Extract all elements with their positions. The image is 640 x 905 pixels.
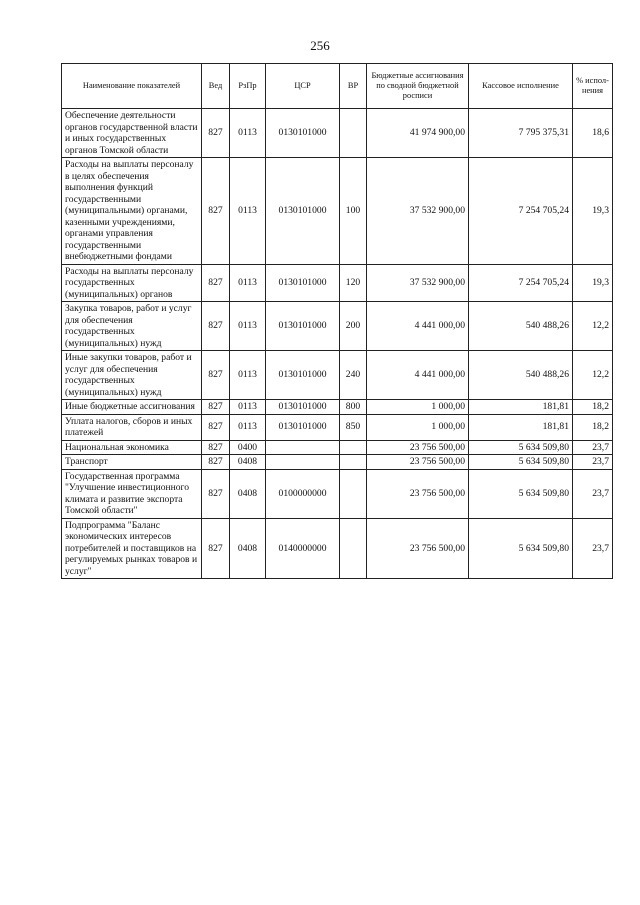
cell-percent: 18,2 <box>573 414 613 440</box>
cell-rzpr: 0113 <box>230 302 266 351</box>
cell-csr: 0130101000 <box>266 400 340 415</box>
header-csr: ЦСР <box>266 64 340 109</box>
cell-vr <box>340 109 367 158</box>
cell-rzpr: 0408 <box>230 469 266 518</box>
cell-cash: 181,81 <box>469 400 573 415</box>
cell-percent: 23,7 <box>573 518 613 579</box>
cell-name: Расходы на выплаты персоналу государственных (муниципальных) органов <box>62 264 202 302</box>
cell-ved: 827 <box>202 302 230 351</box>
page-number: 256 <box>310 38 330 53</box>
cell-rzpr: 0408 <box>230 455 266 470</box>
cell-csr: 0130101000 <box>266 109 340 158</box>
cell-csr: 0130101000 <box>266 414 340 440</box>
cell-vr: 200 <box>340 302 367 351</box>
header-cash: Кассовое исполнение <box>469 64 573 109</box>
cell-ved: 827 <box>202 264 230 302</box>
cell-cash: 540 488,26 <box>469 302 573 351</box>
cell-vr: 120 <box>340 264 367 302</box>
cell-vr <box>340 518 367 579</box>
cell-assignments: 23 756 500,00 <box>367 440 469 455</box>
cell-csr: 0130101000 <box>266 302 340 351</box>
cell-cash: 5 634 509,80 <box>469 469 573 518</box>
table-row <box>62 414 613 440</box>
cell-assignments: 41 974 900,00 <box>367 109 469 158</box>
cell-vr: 240 <box>340 351 367 400</box>
cell-vr <box>340 469 367 518</box>
cell-percent: 23,7 <box>573 440 613 455</box>
cell-assignments: 1 000,00 <box>367 400 469 415</box>
cell-rzpr: 0113 <box>230 264 266 302</box>
table-header-row <box>62 64 613 109</box>
table-row <box>62 158 613 265</box>
table-row <box>62 469 613 518</box>
cell-percent: 19,3 <box>573 264 613 302</box>
cell-cash: 181,81 <box>469 414 573 440</box>
header-vr: ВР <box>340 64 367 109</box>
cell-csr: 0100000000 <box>266 469 340 518</box>
cell-cash: 540 488,26 <box>469 351 573 400</box>
table-row <box>62 400 613 415</box>
cell-assignments: 23 756 500,00 <box>367 469 469 518</box>
cell-percent: 23,7 <box>573 455 613 470</box>
cell-ved: 827 <box>202 158 230 265</box>
cell-ved: 827 <box>202 109 230 158</box>
cell-percent: 19,3 <box>573 158 613 265</box>
cell-name: Иные бюджетные ассигнования <box>62 400 202 415</box>
cell-csr: 0130101000 <box>266 158 340 265</box>
cell-assignments: 37 532 900,00 <box>367 264 469 302</box>
cell-cash: 7 795 375,31 <box>469 109 573 158</box>
cell-assignments: 23 756 500,00 <box>367 455 469 470</box>
cell-name: Государственная программа "Улучшение инвестиционного климата и развитие экспорта Томской области" <box>62 469 202 518</box>
cell-vr <box>340 455 367 470</box>
cell-vr: 850 <box>340 414 367 440</box>
cell-rzpr: 0408 <box>230 518 266 579</box>
cell-cash: 5 634 509,80 <box>469 455 573 470</box>
cell-assignments: 4 441 000,00 <box>367 302 469 351</box>
cell-percent: 23,7 <box>573 469 613 518</box>
table-row <box>62 351 613 400</box>
cell-ved: 827 <box>202 440 230 455</box>
cell-csr: 0130101000 <box>266 264 340 302</box>
cell-percent: 18,6 <box>573 109 613 158</box>
cell-ved: 827 <box>202 455 230 470</box>
cell-rzpr: 0113 <box>230 414 266 440</box>
cell-name: Закупка товаров, работ и услуг для обеспечения государственных (муниципальных) нужд <box>62 302 202 351</box>
cell-ved: 827 <box>202 518 230 579</box>
cell-percent: 18,2 <box>573 400 613 415</box>
cell-assignments: 37 532 900,00 <box>367 158 469 265</box>
cell-csr: 0130101000 <box>266 351 340 400</box>
cell-csr <box>266 455 340 470</box>
cell-percent: 12,2 <box>573 302 613 351</box>
cell-vr <box>340 440 367 455</box>
cell-name: Транспорт <box>62 455 202 470</box>
cell-name: Обеспечение деятельности органов государственной власти и иных государственных органов Томской области <box>62 109 202 158</box>
cell-csr: 0140000000 <box>266 518 340 579</box>
table-row <box>62 264 613 302</box>
header-name: Наименование показателей <box>62 64 202 109</box>
cell-name: Национальная экономика <box>62 440 202 455</box>
cell-rzpr: 0113 <box>230 158 266 265</box>
header-ved: Вед <box>202 64 230 109</box>
table-row <box>62 302 613 351</box>
cell-name: Расходы на выплаты персоналу в целях обеспечения выполнения функций государственными (муниципальными) органами, казенными учреждениями, органами управления государственными внебюджетными фондами <box>62 158 202 265</box>
cell-rzpr: 0113 <box>230 351 266 400</box>
cell-ved: 827 <box>202 400 230 415</box>
cell-cash: 7 254 705,24 <box>469 158 573 265</box>
cell-cash: 5 634 509,80 <box>469 518 573 579</box>
cell-rzpr: 0113 <box>230 109 266 158</box>
cell-assignments: 23 756 500,00 <box>367 518 469 579</box>
table-row <box>62 518 613 579</box>
cell-name: Подпрограмма "Баланс экономических интересов потребителей и поставщиков на регулируемых рынках товаров и услуг" <box>62 518 202 579</box>
cell-rzpr: 0113 <box>230 400 266 415</box>
header-rzpr: РзПр <box>230 64 266 109</box>
cell-percent: 12,2 <box>573 351 613 400</box>
cell-cash: 7 254 705,24 <box>469 264 573 302</box>
cell-assignments: 4 441 000,00 <box>367 351 469 400</box>
cell-assignments: 1 000,00 <box>367 414 469 440</box>
cell-ved: 827 <box>202 351 230 400</box>
table-row <box>62 440 613 455</box>
table-row <box>62 455 613 470</box>
header-percent: % испол- нения <box>573 64 613 109</box>
cell-name: Иные закупки товаров, работ и услуг для обеспечения государственных (муниципальных) нужд <box>62 351 202 400</box>
cell-cash: 5 634 509,80 <box>469 440 573 455</box>
budget-execution-table <box>61 63 613 579</box>
cell-vr: 100 <box>340 158 367 265</box>
header-assignments: Бюджетные ассигнования по сводной бюджетной росписи <box>367 64 469 109</box>
cell-ved: 827 <box>202 414 230 440</box>
cell-csr <box>266 440 340 455</box>
cell-rzpr: 0400 <box>230 440 266 455</box>
cell-ved: 827 <box>202 469 230 518</box>
cell-vr: 800 <box>340 400 367 415</box>
table-row <box>62 109 613 158</box>
cell-name: Уплата налогов, сборов и иных платежей <box>62 414 202 440</box>
